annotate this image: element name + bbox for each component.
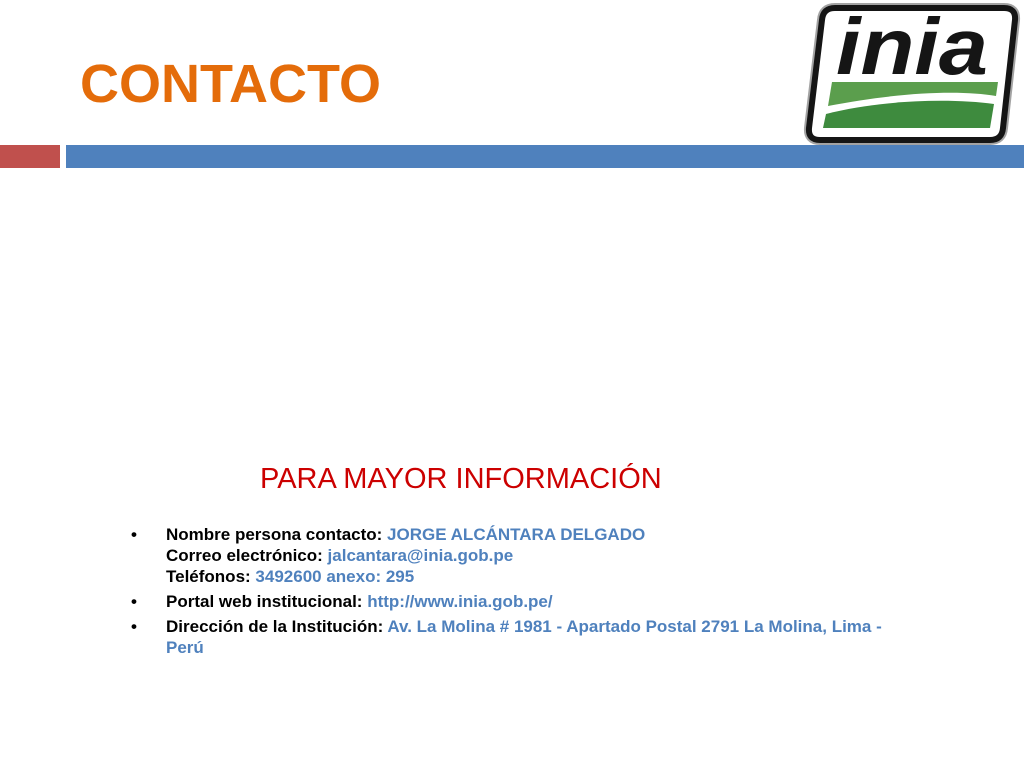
contact-phone-value: 3492600 anexo: 295 [255, 567, 415, 586]
contact-info-list [131, 524, 911, 658]
contact-name-line [166, 524, 911, 545]
website-url: http://www.inia.gob.pe/ [367, 592, 553, 611]
bullet-marker [131, 616, 143, 637]
address-label: Dirección de la Institución: [166, 617, 384, 636]
inia-logo [800, 0, 1024, 146]
contact-email-value: jalcantara@inia.gob.pe [327, 546, 514, 565]
address-line [166, 616, 911, 658]
website-line [166, 591, 911, 612]
title-underline-bar [66, 145, 1024, 168]
contact-email-line [166, 545, 911, 566]
list-item-website [131, 591, 911, 612]
slide-title: CONTACTO [80, 54, 381, 114]
bullet-marker [131, 524, 143, 545]
logo-wordmark: inia [836, 2, 988, 91]
contact-name-label: Nombre persona contacto: [166, 525, 383, 544]
bullet-marker [131, 591, 143, 612]
accent-bar [0, 145, 60, 168]
list-item-address [131, 616, 911, 658]
section-heading: PARA MAYOR INFORMACIÓN [260, 463, 662, 495]
contact-phone-line [166, 566, 911, 587]
address-value: Av. La Molina # 1981 - Apartado Postal 2791 La Molina, Lima - Perú [166, 617, 882, 657]
contact-phone-label: Teléfonos: [166, 567, 251, 586]
website-label: Portal web institucional: [166, 592, 363, 611]
list-item-contact-person [131, 524, 911, 587]
contact-name-value: JORGE ALCÁNTARA DELGADO [387, 525, 646, 544]
contact-email-label: Correo electrónico: [166, 546, 323, 565]
